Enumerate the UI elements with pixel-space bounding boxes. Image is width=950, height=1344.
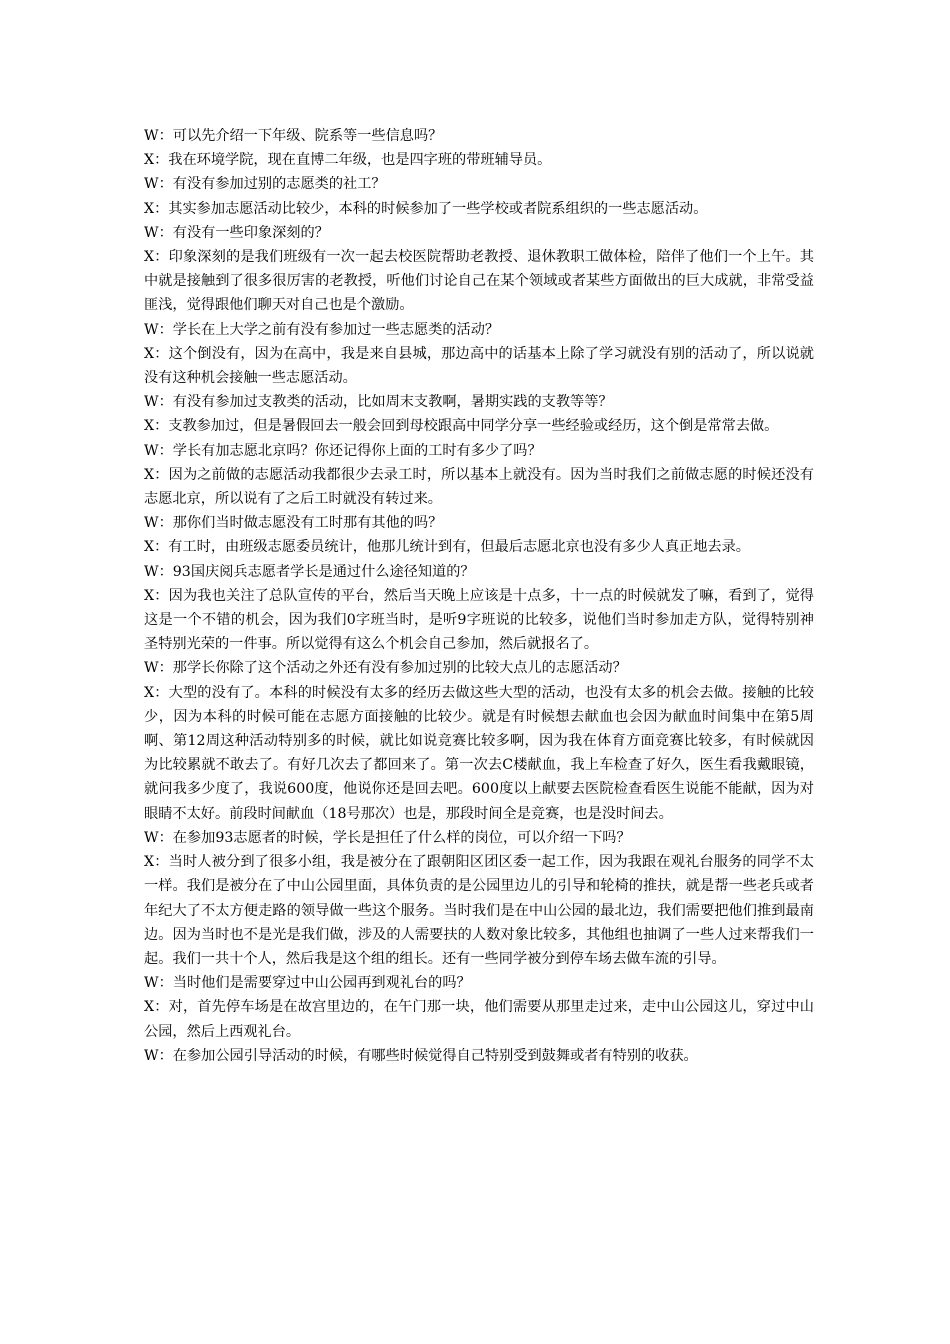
interviewee-answer: X：支教参加过，但是暑假回去一般会回到母校跟高中同学分享一些经验或经历，这个倒是常常去做。 [144,418,779,435]
interviewer-question: W：那学长你除了这个活动之外还有没有参加过别的比较大点儿的志愿活动？ [144,660,627,677]
interviewer-question: W：有没有参加过别的志愿类的社工？ [144,176,386,193]
interviewer-question: W：有没有一些印象深刻的？ [144,224,329,241]
interviewee-answer: X：有工时，由班级志愿委员统计，他那儿统计到有，但最后志愿北京也没有多少人真正地去录。 [144,539,750,556]
interviewer-question: W：可以先介绍一下年级、院系等一些信息吗？ [144,128,443,144]
interviewee-answer: X：因为我也关注了总队宣传的平台，然后当天晚上应该是十点多，十一点的时候就发了嘛，看到了，觉得这是一个不错的机会，因为我们0字班当时，是听9字班说的比较多，说他们当时参加走方队，觉得特别神圣特别光荣的一件事。所以觉得有这么个机会自己参加，然后就报名了。 [144,587,814,653]
interviewee-answer: X：这个倒没有，因为在高中，我是来自县城，那边高中的话基本上除了学习就没有别的活动了，所以说就没有这种机会接触一些志愿活动。 [144,345,814,387]
interviewee-answer: X：印象深刻的是我们班级有一次一起去校医院帮助老教授、退休教职工做体检，陪伴了他们一个上午。其中就是接触到了很多很厉害的老教授，听他们讨论自己在某个领域或者某些方面做出的巨大成就，非常受益匪浅，觉得跟他们聊天对自己也是个激励。 [144,249,814,314]
interviewee-answer: X：大型的没有了。本科的时候没有太多的经历去做这些大型的活动，也没有太多的机会去做。接触的比较少，因为本科的时候可能在志愿方面接触的比较少。就是有时候想去献血也会因为献血时间集中在第5周啊、第12周这种活动特别多的时候，就比如说竞赛比较多啊，因为我在体育方面竞赛比较多，有时候就因为比较累就不敢去了。有好几次去了都回来了。第一次去C楼献血，我上车检查了好久，医生看我戴眼镜，就问我多少度了，我说600度，他说你还是回去吧。600度以上献要去医院检查看医生说能不能献，因为对眼睛不太好。前段时间献血（18号那次）也是，那段时间全是竞赛，也是没时间去。 [144,684,814,822]
interviewee-answer: X：我在环境学院，现在直博二年级，也是四字班的带班辅导员。 [144,152,552,169]
document-page [144,124,814,1068]
interviewer-question: W：学长有加志愿北京吗？你还记得你上面的工时有多少了吗？ [144,442,542,459]
interviewee-answer: X：当时人被分到了很多小组，我是被分在了跟朝阳区团区委一起工作，因为我跟在观礼台服务的同学不太一样。我们是被分在了中山公园里面，具体负责的是公园里边儿的引导和轮椅的推扶，就是帮一些老兵或者年纪大了不太方便走路的领导做一些这个服务。当时我们是在中山公园的最北边，我们需要把他们推到最南边。因为当时也不是光是我们做，涉及的人需要扶的人数对象比较多，其他组也抽调了一些人过来帮我们一起。我们一共十个人，然后我是这个组的组长。还有一些同学被分到停车场去做车流的引导。 [144,854,814,967]
interviewer-question: W：当时他们是需要穿过中山公园再到观礼台的吗？ [144,975,471,992]
interviewee-answer: X：其实参加志愿活动比较少，本科的时候参加了一些学校或者院系组织的一些志愿活动。 [144,200,708,217]
interviewer-question: W：那你们当时做志愿没有工时那有其他的吗？ [144,515,443,532]
interviewee-answer: X：对，首先停车场是在故宫里边的，在午门那一块，他们需要从那里走过来，走中山公园这儿，穿过中山公园，然后上西观礼台。 [144,999,814,1040]
interviewer-question: W：有没有参加过支教类的活动，比如周末支教啊，暑期实践的支教等等？ [144,394,613,411]
interviewer-question: W：学长在上大学之前有没有参加过一些志愿类的活动？ [144,321,500,338]
interviewee-answer: X：因为之前做的志愿活动我都很少去录工时，所以基本上就没有。因为当时我们之前做志愿的时候还没有志愿北京，所以说有了之后工时就没有转过来。 [144,466,814,508]
interviewer-question: W：在参加公园引导活动的时候，有哪些时候觉得自己特别受到鼓舞或者有特别的收获。 [144,1047,698,1064]
interviewer-question: W：在参加93志愿者的时候，学长是担任了什么样的岗位，可以介绍一下吗？ [144,829,631,846]
interviewer-question: W：93国庆阅兵志愿者学长是通过什么途径知道的？ [144,563,475,580]
